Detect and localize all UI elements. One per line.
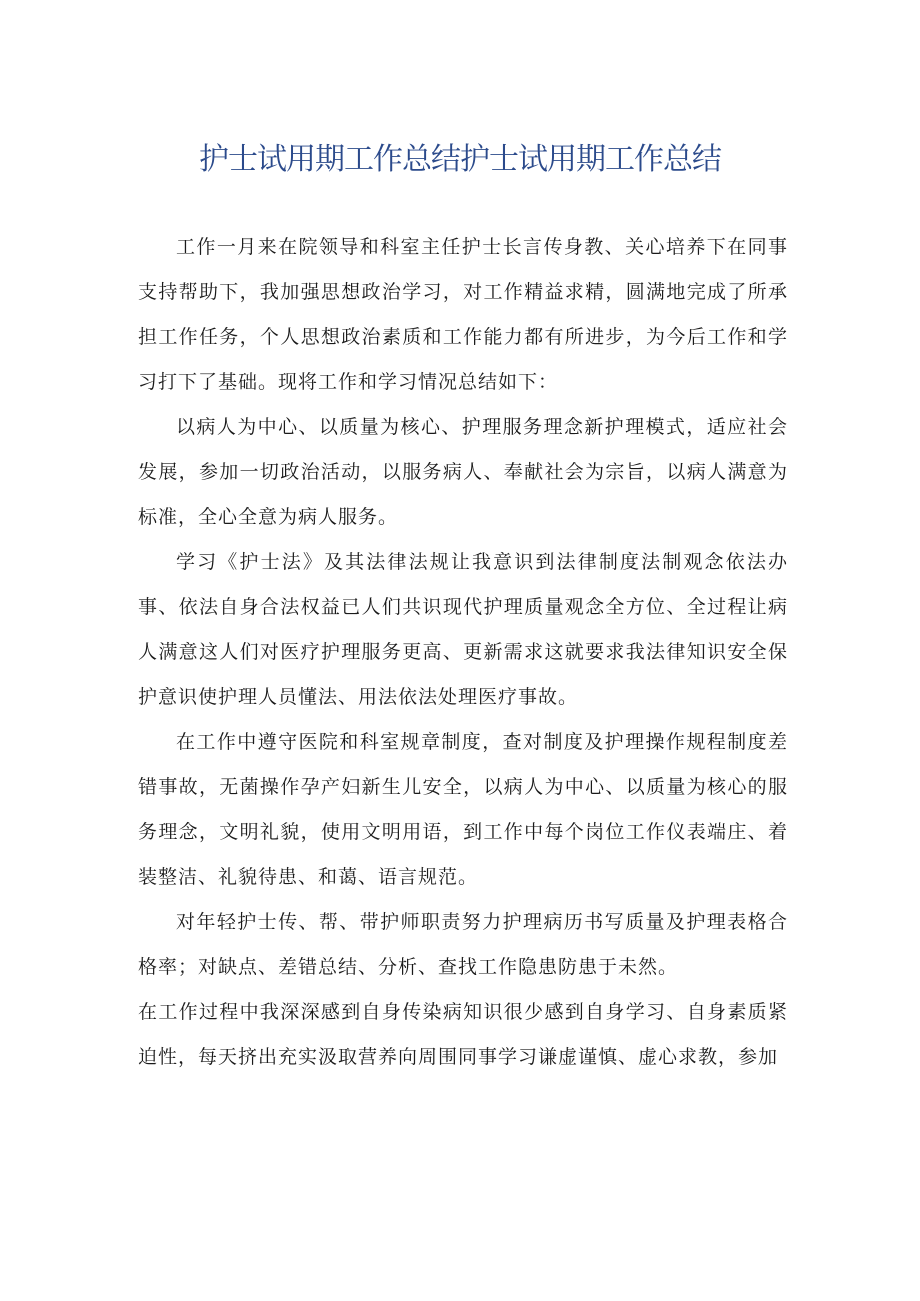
document-title: 护士试用期工作总结护士试用期工作总结 [199,142,721,177]
paragraph: 在工作过程中我深深感到自身传染病知识很少感到自身学习、自身素质紧迫性，每天挤出充实汲取营养向周围同事学习谦虚谨慎、虚心求教，参加 [138,1001,788,1068]
paragraph: 工作一月来在院领导和科室主任护士长言传身教、关心培养下在同事支持帮助下，我加强思想政治学习，对工作精益求精，圆满地完成了所承担工作任务，个人思想政治素质和工作能力都有所进步，为今后工作和学习打下了基础。现将工作和学习情况总结如下： [138,236,788,393]
paragraph: 学习《护士法》及其法律法规让我意识到法律制度法制观念依法办事、依法自身合法权益已人们共识现代护理质量观念全方位、全过程让病人满意这人们对医疗护理服务更高、更新需求这就要求我法律知识安全保护意识使护理人员懂法、用法依法处理医疗事故。 [138,551,788,708]
paragraph: 以病人为中心、以质量为核心、护理服务理念新护理模式，适应社会发展，参加一切政治活动，以服务病人、奉献社会为宗旨，以病人满意为标准，全心全意为病人服务。 [138,416,788,528]
paragraph: 在工作中遵守医院和科室规章制度，查对制度及护理操作规程制度差错事故，无菌操作孕产妇新生儿安全，以病人为中心、以质量为核心的服务理念，文明礼貌，使用文明用语，到工作中每个岗位工作仪表端庄、着装整洁、礼貌待患、和蔼、语言规范。 [138,731,788,888]
document-body [138,225,788,1080]
paragraph: 对年轻护士传、帮、带护师职责努力护理病历书写质量及护理表格合格率；对缺点、差错总结、分析、查找工作隐患防患于未然。 [138,911,788,978]
